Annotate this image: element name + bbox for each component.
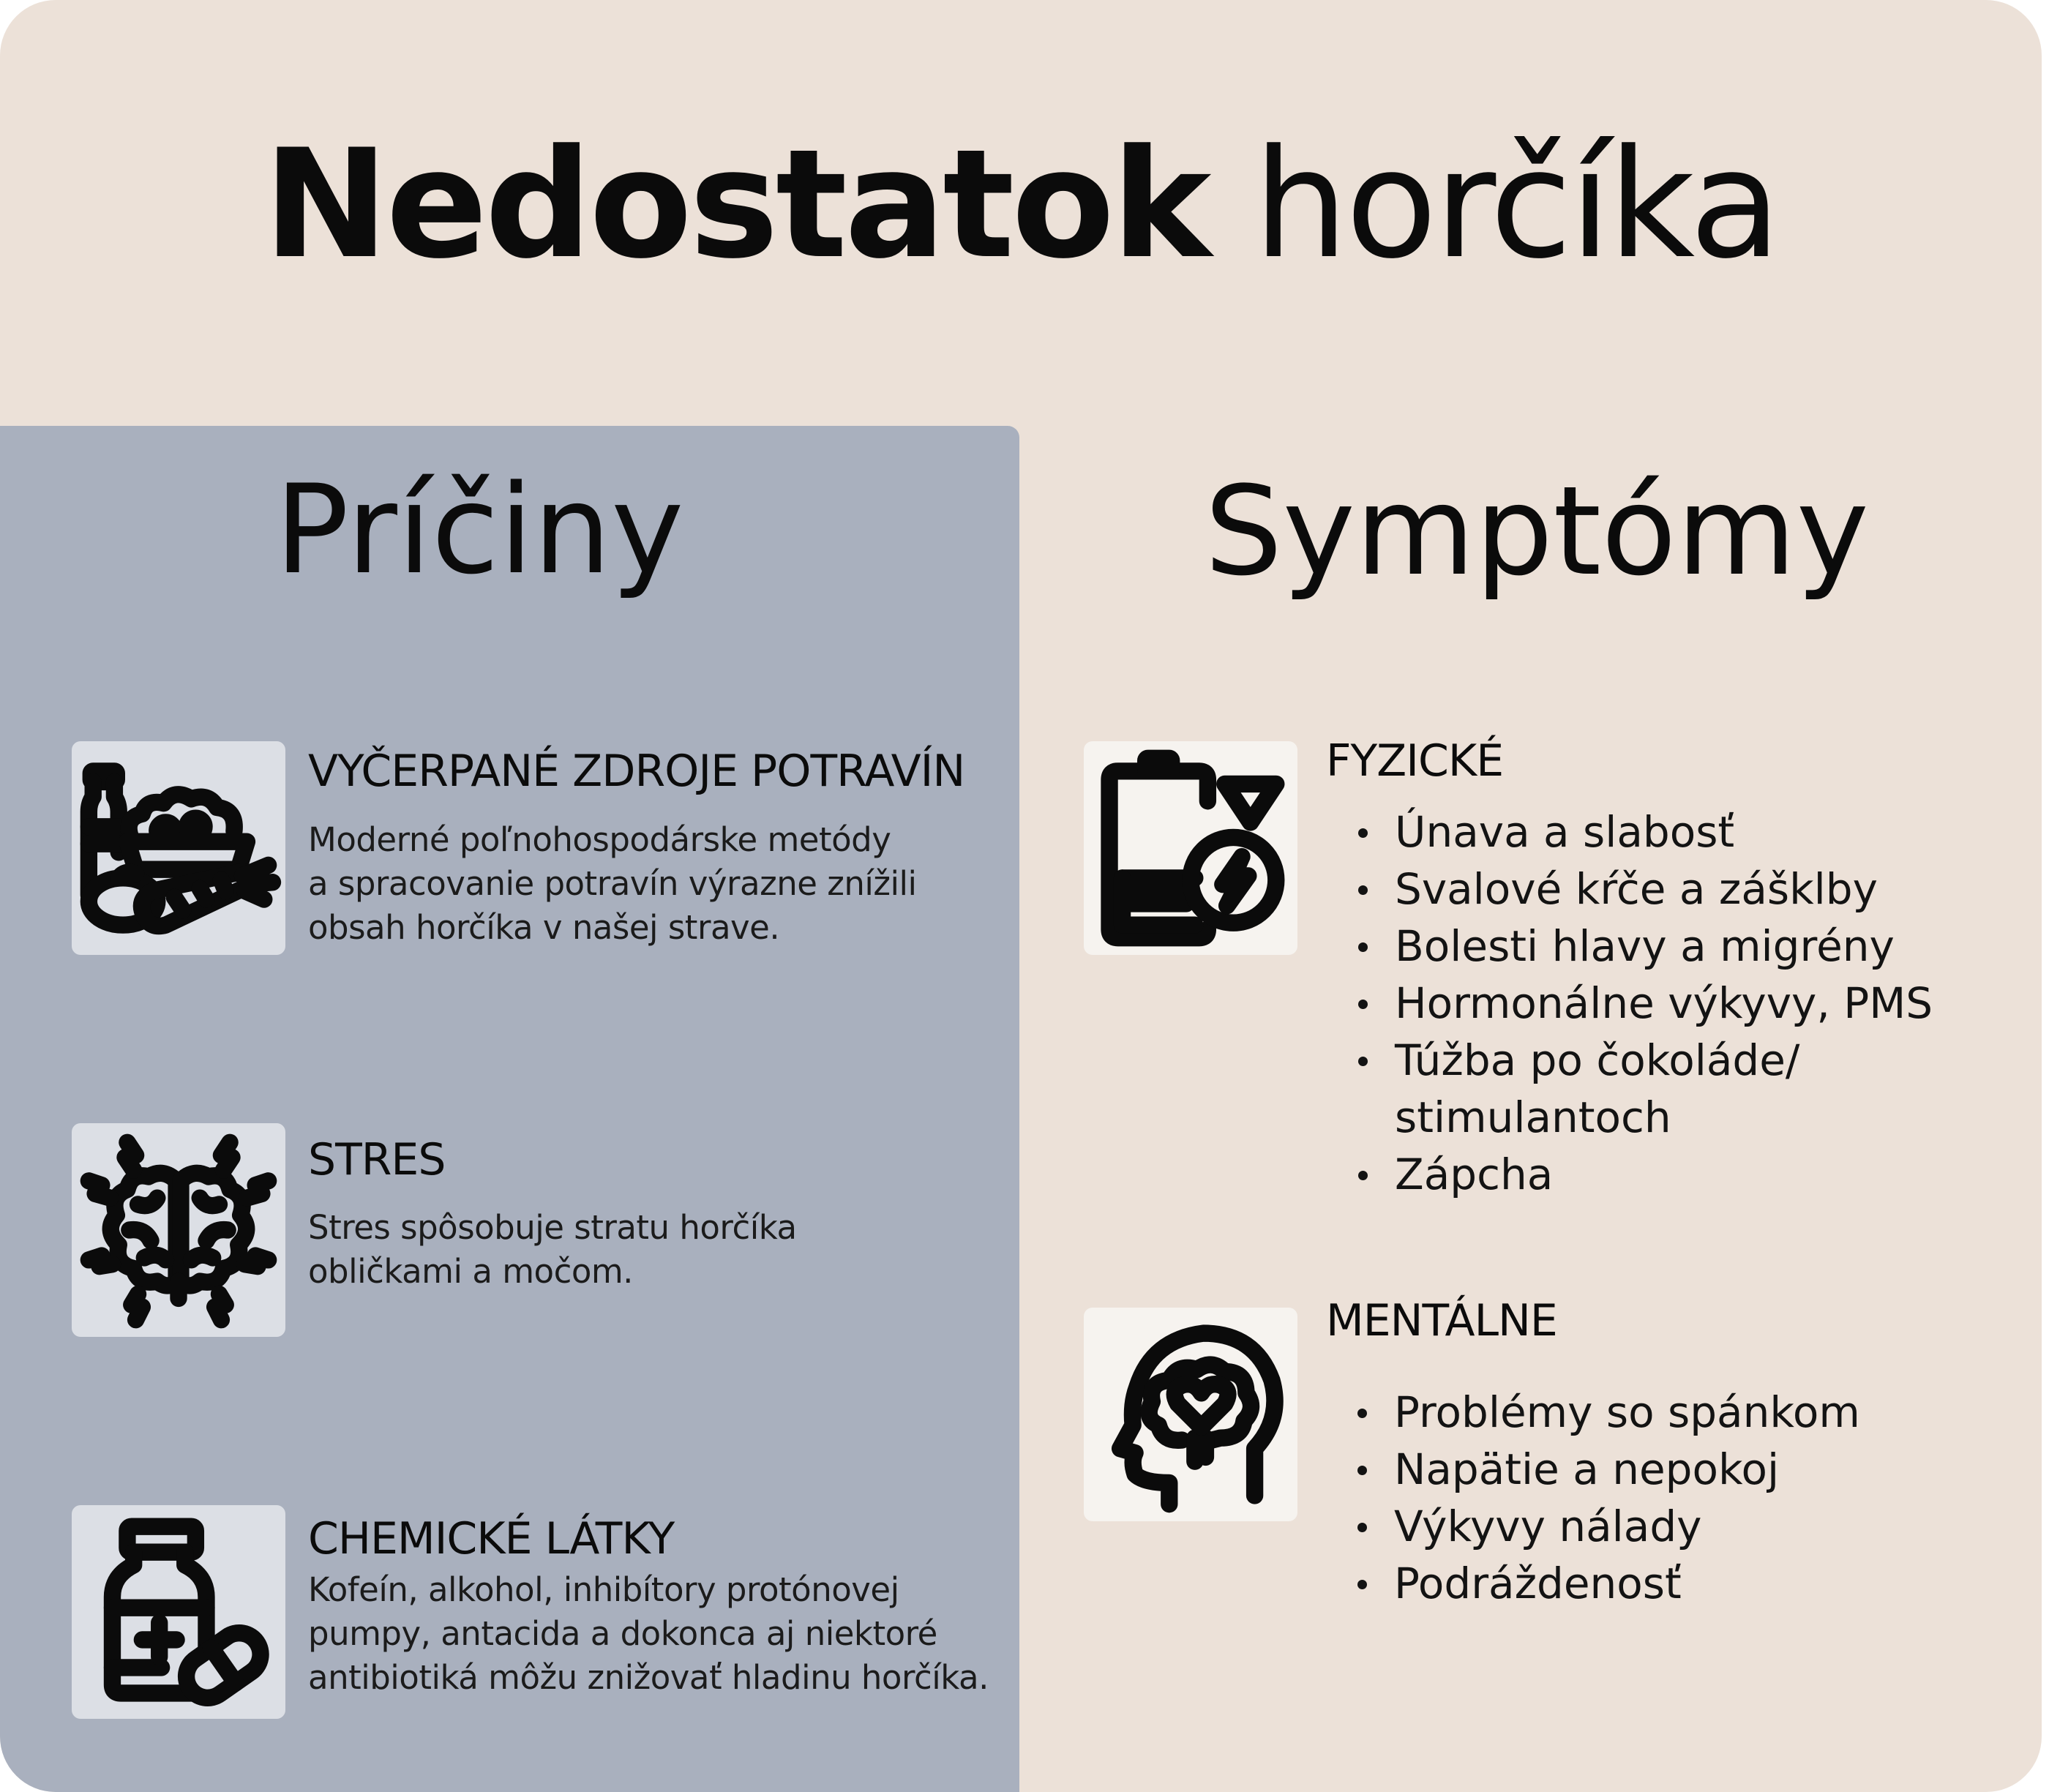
cause-desc-line: obsah horčíka v našej strave. [308, 908, 780, 947]
list-item: Napätie a nepokoj [1347, 1441, 1860, 1498]
list-item: Výkyvy nálady [1347, 1498, 1860, 1555]
list-item: Zápcha [1348, 1146, 1933, 1203]
cause-desc-line: Stres spôsobuje stratu horčíka [308, 1208, 797, 1247]
causes-title: Príčiny [274, 458, 684, 601]
head-heart-icon [1084, 1308, 1297, 1521]
cause-heading-chemicals: CHEMICKÉ LÁTKY [308, 1513, 675, 1564]
food-icon [72, 741, 285, 955]
cause-desc-chemicals [308, 1568, 989, 1700]
cause-desc-line: a spracovanie potravín výrazne znížili [308, 864, 917, 903]
title-light: horčíka [1253, 118, 1779, 292]
cause-heading-stress: STRES [308, 1134, 446, 1185]
list-item: Bolesti hlavy a migrény [1348, 918, 1933, 975]
stressed-brain-icon [72, 1123, 285, 1337]
symptoms-title: Symptómy [1204, 460, 1870, 603]
cause-desc-line: antibiotiká môžu znižovať hladinu horčíka. [308, 1658, 989, 1697]
list-item: Problémy so spánkom [1347, 1384, 1860, 1441]
medicine-icon [72, 1505, 285, 1719]
symptom-heading-mental: MENTÁLNE [1326, 1295, 1557, 1346]
symptom-heading-physical: FYZICKÉ [1326, 735, 1504, 787]
list-item: Túžba po čokoláde/ [1348, 1032, 1933, 1089]
symptom-list-physical [1348, 803, 1933, 1203]
page-title [0, 118, 2042, 292]
list-item: Únava a slabosť [1348, 803, 1933, 861]
list-item: Hormonálne výkyvy, PMS [1348, 975, 1933, 1032]
cause-desc-line: obličkami a močom. [308, 1252, 633, 1291]
cause-desc-line: pumpy, antacida a dokonca aj niektoré [308, 1614, 937, 1653]
list-item: Svalové kŕče a zášklby [1348, 861, 1933, 918]
cause-desc-line: Kofeín, alkohol, inhibítory protónovej [308, 1570, 899, 1609]
cause-heading-food: VYČERPANÉ ZDROJE POTRAVÍN [308, 746, 965, 797]
low-battery-icon [1084, 741, 1297, 955]
title-bold: Nedostatok [263, 118, 1209, 292]
list-item-continuation: stimulantoch [1395, 1092, 1671, 1142]
cause-desc-stress [308, 1206, 797, 1294]
list-item: Podráždenosť [1347, 1555, 1860, 1612]
cause-desc-food [308, 818, 916, 950]
symptom-list-mental [1347, 1384, 1860, 1612]
cause-desc-line: Moderné poľnohospodárske metódy [308, 820, 891, 859]
